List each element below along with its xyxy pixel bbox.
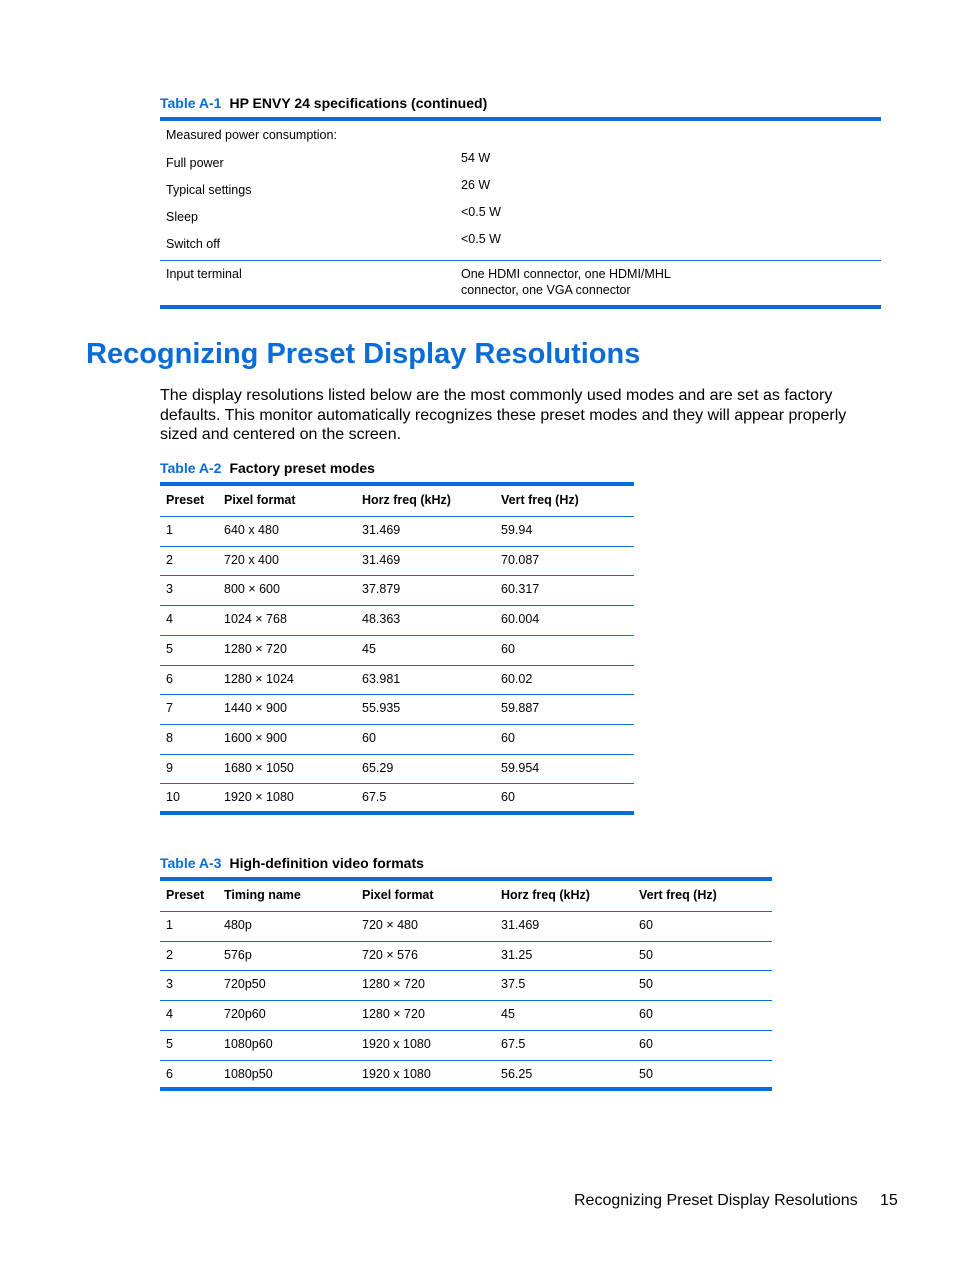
table-a3-label: Table A-3	[160, 855, 222, 871]
row-divider	[160, 754, 634, 755]
header-divider	[160, 516, 634, 517]
row-divider	[160, 970, 772, 971]
table-cell: 56.25	[501, 1066, 533, 1081]
table-cell: 10	[166, 790, 180, 805]
table-cell: 55.935	[362, 701, 401, 716]
table-cell: 31.469	[362, 552, 401, 567]
table-cell: 60	[501, 790, 515, 805]
column-header: Horz freq (kHz)	[362, 493, 451, 507]
header-divider	[160, 911, 772, 912]
table-cell: 3	[166, 977, 173, 992]
table-bottom-rule	[160, 811, 634, 815]
table-cell: 60.004	[501, 612, 540, 627]
table-cell: 50	[639, 977, 653, 992]
table-cell: 48.363	[362, 612, 401, 627]
table-cell: 720p60	[224, 1007, 266, 1022]
table-cell: 720 x 400	[224, 552, 279, 567]
power-row-name: Full power	[166, 156, 224, 170]
row-divider	[160, 724, 634, 725]
column-header: Horz freq (kHz)	[501, 888, 590, 902]
table-cell: 8	[166, 730, 173, 745]
power-row-name: Switch off	[166, 237, 220, 251]
row-divider	[160, 783, 634, 784]
column-header: Preset	[166, 493, 205, 507]
section-heading: Recognizing Preset Display Resolutions	[86, 338, 641, 370]
table-cell: 480p	[224, 918, 252, 932]
table-cell: 1280 × 720	[362, 1007, 425, 1022]
table-cell: 65.29	[362, 760, 394, 775]
column-header: Pixel format	[224, 493, 296, 507]
table-cell: 1280 × 720	[224, 641, 287, 656]
table-cell: 31.469	[501, 918, 540, 932]
table-cell: 1600 × 900	[224, 730, 287, 745]
table-a3-title: High-definition video formats	[229, 855, 424, 871]
row-divider	[160, 1060, 772, 1061]
table-cell: 50	[639, 947, 653, 962]
table-cell: 63.981	[362, 671, 401, 686]
power-row-value: 26 W	[461, 178, 491, 192]
table-cell: 59.954	[501, 760, 540, 775]
table-cell: 45	[362, 641, 376, 656]
table-cell: 60	[501, 641, 515, 656]
table-cell: 4	[166, 1007, 173, 1022]
table-cell: 6	[166, 1066, 173, 1081]
column-header: Pixel format	[362, 888, 434, 902]
table-cell: 720 × 576	[362, 947, 418, 962]
table-cell: 70.087	[501, 552, 540, 567]
table-cell: 1680 × 1050	[224, 760, 294, 775]
table-a1-bottom-rule	[160, 305, 881, 309]
column-header: Preset	[166, 888, 205, 902]
power-row-value: 54 W	[461, 151, 491, 165]
table-cell: 31.469	[362, 523, 401, 537]
row-divider	[160, 665, 634, 666]
table-cell: 720p50	[224, 977, 266, 992]
table-cell: 67.5	[501, 1036, 526, 1051]
table-cell: 37.879	[362, 582, 401, 597]
page-number: 15	[880, 1192, 898, 1209]
table-cell: 1080p60	[224, 1036, 273, 1051]
table-cell: 1	[166, 918, 173, 932]
table-cell: 60.317	[501, 582, 540, 597]
table-bottom-rule	[160, 1087, 772, 1091]
power-row-name: Sleep	[166, 210, 198, 224]
table-cell: 59.887	[501, 701, 540, 716]
row-divider	[160, 1030, 772, 1031]
row-divider	[160, 694, 634, 695]
table-cell: 60.02	[501, 671, 533, 686]
table-top-rule	[160, 482, 634, 486]
row-divider	[160, 605, 634, 606]
table-cell: 31.25	[501, 947, 533, 962]
table-cell: 640 x 480	[224, 523, 279, 537]
footer-title: Recognizing Preset Display Resolutions	[574, 1192, 858, 1209]
table-a1-caption	[160, 95, 487, 111]
input-terminal-value-line1: One HDMI connector, one HDMI/MHL	[461, 267, 671, 281]
intro-paragraph: The display resolutions listed below are the most commonly used modes and are set as factory defaults. This monitor automatically recognizes these preset modes and they will appear properly sized and centered on the screen.	[160, 387, 847, 443]
table-cell: 9	[166, 760, 173, 775]
table-cell: 2	[166, 947, 173, 962]
table-a2-caption	[160, 460, 375, 476]
table-cell: 59.94	[501, 523, 533, 537]
table-a2-title: Factory preset modes	[229, 460, 375, 476]
table-cell: 5	[166, 641, 173, 656]
table-cell: 60	[639, 1007, 653, 1022]
table-a1-top-rule	[160, 117, 881, 121]
column-header: Timing name	[224, 888, 301, 902]
table-cell: 67.5	[362, 790, 387, 805]
table-cell: 60	[501, 730, 515, 745]
table-cell: 1920 x 1080	[362, 1066, 431, 1081]
input-terminal-label: Input terminal	[166, 267, 242, 281]
table-cell: 1024 × 768	[224, 612, 287, 627]
table-cell: 45	[501, 1007, 515, 1022]
power-row-value: <0.5 W	[461, 232, 501, 246]
table-a1-row-divider	[160, 260, 881, 261]
table-cell: 37.5	[501, 977, 526, 992]
table-cell: 60	[362, 730, 376, 745]
power-heading: Measured power consumption:	[166, 128, 337, 142]
table-cell: 2	[166, 552, 173, 567]
column-header: Vert freq (Hz)	[501, 493, 579, 507]
table-cell: 3	[166, 582, 173, 597]
table-cell: 1	[166, 523, 173, 537]
table-cell: 60	[639, 918, 653, 932]
row-divider	[160, 575, 634, 576]
table-cell: 5	[166, 1036, 173, 1051]
table-cell: 4	[166, 612, 173, 627]
table-a1-label: Table A-1	[160, 95, 222, 111]
table-top-rule	[160, 877, 772, 881]
power-row-value: <0.5 W	[461, 205, 501, 219]
power-row-name: Typical settings	[166, 183, 252, 197]
table-a3-caption	[160, 855, 424, 871]
table-cell: 720 × 480	[362, 918, 418, 932]
table-cell: 1280 × 1024	[224, 671, 294, 686]
row-divider	[160, 941, 772, 942]
table-cell: 576p	[224, 947, 252, 962]
table-cell: 6	[166, 671, 173, 686]
table-cell: 1080p50	[224, 1066, 273, 1081]
table-cell: 1920 x 1080	[362, 1036, 431, 1051]
table-cell: 7	[166, 701, 173, 716]
table-cell: 60	[639, 1036, 653, 1051]
table-a1-title: HP ENVY 24 specifications (continued)	[229, 95, 488, 111]
table-cell: 800 × 600	[224, 582, 280, 597]
table-a2-label: Table A-2	[160, 460, 222, 476]
table-cell: 1440 × 900	[224, 701, 287, 716]
table-cell: 1280 × 720	[362, 977, 425, 992]
row-divider	[160, 546, 634, 547]
table-cell: 50	[639, 1066, 653, 1081]
table-cell: 1920 × 1080	[224, 790, 294, 805]
column-header: Vert freq (Hz)	[639, 888, 717, 902]
row-divider	[160, 635, 634, 636]
row-divider	[160, 1000, 772, 1001]
input-terminal-value-line2: connector, one VGA connector	[461, 283, 631, 297]
